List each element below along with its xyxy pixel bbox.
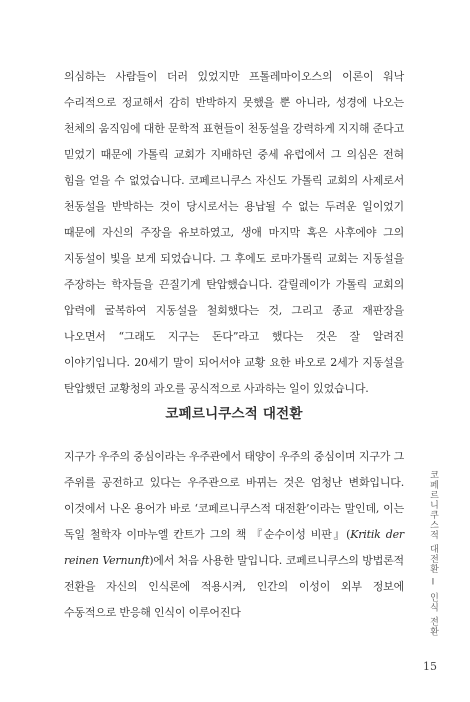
- body-paragraph: [64, 444, 404, 626]
- paragraph-text: 지구가 우주의 중심이라는 우주관에서 태양이 우주의 중심이며 지구가 그 주위를 공전하고 있다는 우주관으로 바뀌는 것은 엄청난 변화입니다. 이것에서 나온 용어가 바로 ‘코페르니쿠스적 대전환’이라는 말인데, 이는 독일 철학자 이마누엘 칸트가 그의 책 『순수이성 비판』(: [64, 450, 404, 541]
- page-number: 15: [423, 660, 437, 673]
- running-head: 코페르니쿠스적 대전환 Ⅰ 인식 전환: [428, 470, 438, 637]
- book-title-original: Kritik der reinen Vernunft: [64, 528, 404, 567]
- body-paragraph: 의심하는 사람들이 더러 있었지만 프톨레마이오스의 이론이 워낙 수리적으로 정교해서 감히 반박하지 못했을 뿐 아니라, 성경에 나오는 천체의 움직임에 대한 문학적 표현들이 천동설을 강력하게 지지해 준다고 믿었기 때문에 가톨릭 교회가 지배하던 중세 유럽에서 그 의심은 전혀 힘을 얻을 수 없었습니다. 코페르니쿠스 자신도 가톨릭 교회의 사제로서 천동설을 반박하는 것이 당시로서는 용납될 수 없는 두려운 일이었기 때문에 자신의 주장을 유보하였고, 생애 마지막 혹은 사후에야 그의 지동설이 빛을 보게 되었습니다. 그 후에도 로마가톨릭 교회는 지동설을 주장하는 학자들을 끈질기게 탄압했습니다. 갈릴레이가 가톨릭 교회의 압력에 굴복하여 지동설을 철회했다는 것, 그리고 종교 재판장을 나오면서 “그래도 지구는 돈다”라고 했다는 것은 잘 알려진 이야기입니다. 20세기 말이 되어서야 교황 요한 바오로 2세가 지동설을 탄압했던 교황청의 과오를 공식적으로 사과하는 일이 있었습니다.: [64, 70, 404, 395]
- paragraph-text: )에서 처음 사용한 말입니다. 코페르니쿠스의 방법론적 전환을 자신의 인식론에 적용시켜, 인간의 이성이 외부 정보에 수동적으로 반응해 인식이 이루어진다: [64, 554, 404, 619]
- section-heading: 코페르니쿠스적 대전환: [165, 406, 303, 422]
